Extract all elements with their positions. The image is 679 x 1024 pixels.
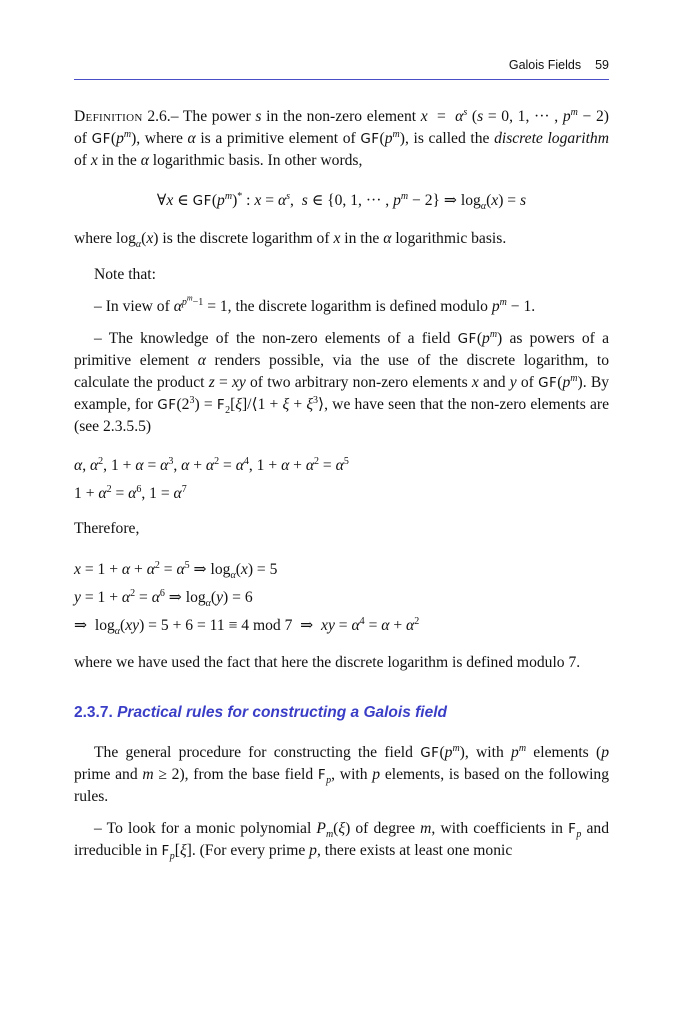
running-title: Galois Fields [508, 58, 582, 72]
page-number: 59 [595, 58, 609, 72]
page-body [74, 106, 609, 862]
section-paragraph-1: The general procedure for constructing the field $GF(p^m)$, with $p^m$ elements (p prime and m ≥ 2), from the base field $F_p$, with p elements, is based on the following rules. [74, 742, 610, 805]
page-header [74, 55, 609, 80]
definition-paragraph: Definition 2.6.– The power s in the non-zero element $x = \alpha^s$ (s = 0, 1, ··· , $p^m - 2$) of $GF(p^m)$, where α is a primitive element of $GF(p^m)$, is called the discrete logarithm of x in the α logarithmic basis. In other words, [74, 106, 609, 169]
calc-line-2: $y = 1 + \alpha^2 = \alpha^6$ ⇒ $\log_\alpha(y) = 6$ [74, 587, 253, 610]
note-item-1: – In view of $\alpha^{p^m-1} = 1$, the discrete logarithm is defined modulo $p^m - 1$. [94, 293, 536, 315]
closing-text: where we have used the fact that here the discrete logarithm is defined modulo 7. [74, 654, 581, 671]
calc-line-1: $x = 1 + \alpha + \alpha^2 = \alpha^5$ ⇒ $\log_\alpha(x) = 5$ [74, 559, 278, 582]
note-intro: Note that: [94, 266, 156, 283]
therefore-text: Therefore, [74, 520, 140, 537]
elements-list [74, 452, 609, 508]
section-paragraph-2: – To look for a monic polynomial $P_m(\xi)$ of degree m, with coefficients in $F_p$ and irreducible in $F_p[\xi]$. (For every prime p, there exists at least one monic [74, 820, 609, 863]
section-number: 2.3.7. [74, 704, 113, 721]
calculation-block [74, 556, 609, 640]
section-title: Practical rules for constructing a Galois field [117, 704, 447, 721]
definition-term: discrete logarithm [494, 130, 609, 147]
note-item-2: – The knowledge of the non-zero elements of a field $GF(p^m)$ as powers of a primitive element α renders possible, via the use of the discrete logarithm, to calculate the product z = xy of two arbitrary non-zero elements x and y of $GF(p^m)$. By example, for $GF(2^3)$ = $F_2[\xi]/⟨1 + \xi$ + $\xi^3⟩$, we have seen that the non-zero elements are (see 2.3.5.5) [74, 328, 610, 435]
section-heading [74, 702, 609, 724]
definition-after: where $\log_\alpha(x)$ is the discrete logarithm of x in the α logarithmic basis. [74, 230, 507, 251]
elements-line-1: α, $\alpha^2$, $1 + \alpha = \alpha^3$, $\alpha + \alpha^2 = \alpha^4$, $1 + \alpha + \alpha^2 = \alpha^5$ [74, 455, 349, 474]
elements-line-2: $1 + \alpha^2 = \alpha^6$, $1 = \alpha^7$ [74, 483, 187, 502]
calc-line-3: ⇒ $\log_\alpha(xy) = 5 + 6 = 11 \equiv 4$ mod 7 ⇒ xy = $\alpha^4 = \alpha + \alpha^2$ [74, 615, 420, 638]
definition-formula: ∀x ∈ $GF(p^m)^*$ : $x = \alpha^s$, s ∈ {0, 1, ··· , $p^m - 2$} ⇒ $\log_\alpha(x) = s$ [156, 190, 527, 213]
definition-label: Definition [74, 108, 143, 125]
definition-number: 2.6.– [147, 108, 179, 125]
